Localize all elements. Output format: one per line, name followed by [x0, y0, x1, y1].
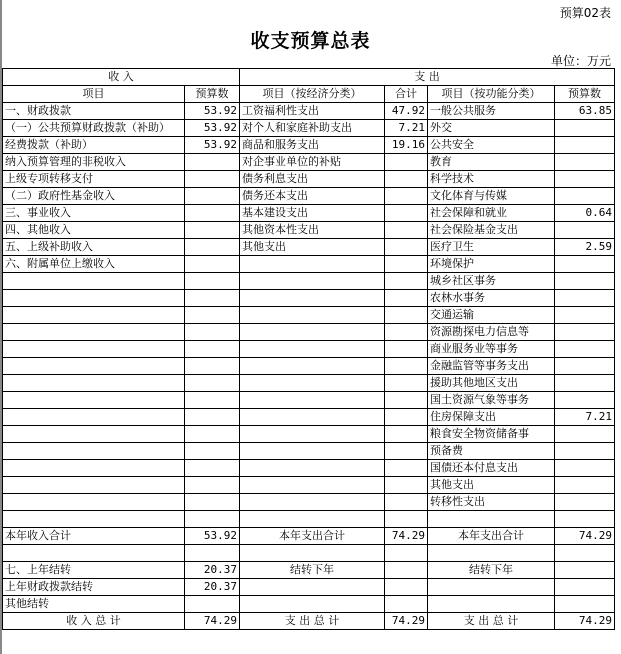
econ-item-cell — [240, 256, 385, 273]
empty-cell — [428, 545, 555, 562]
func-amount-cell — [555, 341, 615, 358]
income-item-cell: 六、附属单位上缴收入 — [3, 256, 185, 273]
income-amount-cell: 53.92 — [185, 103, 240, 120]
func-amount-cell — [555, 120, 615, 137]
income-amount-cell — [185, 392, 240, 409]
func-item-cell: 一般公共服务 — [428, 103, 555, 120]
func-carry-next-amount — [555, 562, 615, 579]
func-total-amount: 74.29 — [555, 528, 615, 545]
econ-amount-cell — [385, 460, 428, 477]
func-amount-cell: 0.64 — [555, 205, 615, 222]
func-amount-cell — [555, 358, 615, 375]
func-item-cell: 文化体育与传媒 — [428, 188, 555, 205]
func-item-cell: 资源勘探电力信息等 — [428, 324, 555, 341]
income-amount-cell — [185, 375, 240, 392]
func-amount-cell — [555, 460, 615, 477]
econ-item-cell — [240, 358, 385, 375]
empty-cell — [555, 596, 615, 613]
func-grand-total-label: 支 出 总 计 — [428, 613, 555, 630]
other-carry-amount — [185, 596, 240, 613]
econ-amount-cell — [385, 443, 428, 460]
table-row — [3, 256, 615, 273]
empty-cell — [185, 511, 240, 528]
income-item-cell — [3, 358, 185, 375]
econ-item-cell: 其他支出 — [240, 239, 385, 256]
econ-item-cell: 基本建设支出 — [240, 205, 385, 222]
income-item-cell: 五、上级补助收入 — [3, 239, 185, 256]
income-amount-cell — [185, 307, 240, 324]
empty-cell — [385, 511, 428, 528]
func-item-cell: 援助其他地区支出 — [428, 375, 555, 392]
table-row — [3, 154, 615, 171]
econ-item-cell — [240, 290, 385, 307]
func-amount-cell — [555, 375, 615, 392]
func-amount-cell: 7.21 — [555, 409, 615, 426]
income-header: 收 入 — [3, 69, 240, 86]
func-item-cell: 预备费 — [428, 443, 555, 460]
func-item-cell: 粮食安全物资储备事 — [428, 426, 555, 443]
summary-row — [3, 562, 615, 579]
income-item-cell: 四、其他收入 — [3, 222, 185, 239]
fiscal-carry-label: 上年财政拨款结转 — [3, 579, 185, 596]
table-row — [3, 273, 615, 290]
income-amount-cell: 53.92 — [185, 137, 240, 154]
func-amount-cell — [555, 290, 615, 307]
income-amount-cell — [185, 239, 240, 256]
econ-item-cell — [240, 426, 385, 443]
col-income-item: 项目 — [3, 86, 185, 103]
func-item-cell: 公共安全 — [428, 137, 555, 154]
income-amount-cell — [185, 409, 240, 426]
budget-table — [2, 68, 615, 630]
econ-item-cell: 债务利息支出 — [240, 171, 385, 188]
econ-amount-cell: 47.92 — [385, 103, 428, 120]
func-item-cell: 国债还本付息支出 — [428, 460, 555, 477]
econ-amount-cell — [385, 273, 428, 290]
income-item-cell: 一、财政拨款 — [3, 103, 185, 120]
func-item-cell: 金融监管等事务支出 — [428, 358, 555, 375]
econ-amount-cell — [385, 239, 428, 256]
income-item-cell — [3, 375, 185, 392]
econ-amount-cell — [385, 375, 428, 392]
econ-item-cell: 商品和服务支出 — [240, 137, 385, 154]
empty-cell — [385, 545, 428, 562]
func-grand-total-amount: 74.29 — [555, 613, 615, 630]
func-carry-next-label: 结转下年 — [428, 562, 555, 579]
empty-cell — [240, 511, 385, 528]
econ-amount-cell — [385, 290, 428, 307]
empty-cell — [240, 579, 385, 596]
income-item-cell — [3, 426, 185, 443]
func-amount-cell — [555, 392, 615, 409]
income-item-cell — [3, 324, 185, 341]
table-row — [3, 341, 615, 358]
econ-item-cell — [240, 409, 385, 426]
summary-row — [3, 528, 615, 545]
econ-item-cell — [240, 477, 385, 494]
econ-amount-cell — [385, 477, 428, 494]
spacer-row — [3, 511, 615, 528]
income-amount-cell — [185, 256, 240, 273]
econ-amount-cell — [385, 426, 428, 443]
func-item-cell: 住房保障支出 — [428, 409, 555, 426]
table-row — [3, 205, 615, 222]
income-item-cell — [3, 273, 185, 290]
econ-amount-cell — [385, 392, 428, 409]
income-amount-cell — [185, 205, 240, 222]
econ-item-cell: 对个人和家庭补助支出 — [240, 120, 385, 137]
table-row — [3, 494, 615, 511]
summary-row — [3, 596, 615, 613]
table-row — [3, 239, 615, 256]
col-econ-item: 项目（按经济分类） — [240, 86, 385, 103]
func-item-cell: 社会保障和就业 — [428, 205, 555, 222]
econ-amount-cell — [385, 154, 428, 171]
table-row — [3, 426, 615, 443]
empty-cell — [240, 545, 385, 562]
empty-cell — [428, 579, 555, 596]
econ-item-cell — [240, 375, 385, 392]
econ-amount-cell: 19.16 — [385, 137, 428, 154]
econ-item-cell: 债务还本支出 — [240, 188, 385, 205]
table-row — [3, 477, 615, 494]
econ-amount-cell — [385, 188, 428, 205]
func-amount-cell — [555, 426, 615, 443]
econ-item-cell — [240, 273, 385, 290]
empty-cell — [555, 511, 615, 528]
income-item-cell: 三、事业收入 — [3, 205, 185, 222]
empty-cell — [240, 596, 385, 613]
income-item-cell: （一）公共预算财政拨款（补助） — [3, 120, 185, 137]
expense-header: 支 出 — [240, 69, 615, 86]
func-amount-cell — [555, 443, 615, 460]
func-amount-cell — [555, 494, 615, 511]
func-amount-cell — [555, 477, 615, 494]
summary-row — [3, 613, 615, 630]
page-title: 收支预算总表 — [250, 30, 371, 52]
econ-item-cell — [240, 460, 385, 477]
econ-item-cell — [240, 324, 385, 341]
income-item-cell — [3, 494, 185, 511]
empty-cell — [3, 545, 185, 562]
empty-cell — [555, 579, 615, 596]
col-econ-total: 合计 — [385, 86, 428, 103]
empty-cell — [185, 545, 240, 562]
income-amount-cell — [185, 290, 240, 307]
func-amount-cell — [555, 154, 615, 171]
func-item-cell: 科学技术 — [428, 171, 555, 188]
econ-amount-cell — [385, 222, 428, 239]
table-row — [3, 103, 615, 120]
func-amount-cell — [555, 256, 615, 273]
func-amount-cell — [555, 188, 615, 205]
header-row-group — [3, 69, 615, 86]
income-item-cell: 经费拨款（补助） — [3, 137, 185, 154]
func-item-cell: 教育 — [428, 154, 555, 171]
econ-item-cell — [240, 494, 385, 511]
income-total-label: 本年收入合计 — [3, 528, 185, 545]
table-row — [3, 120, 615, 137]
income-amount-cell — [185, 426, 240, 443]
income-amount-cell — [185, 358, 240, 375]
table-row — [3, 137, 615, 154]
econ-amount-cell — [385, 341, 428, 358]
income-amount-cell — [185, 273, 240, 290]
table-row — [3, 375, 615, 392]
func-amount-cell: 2.59 — [555, 239, 615, 256]
income-amount-cell — [185, 222, 240, 239]
econ-item-cell: 工资福利性支出 — [240, 103, 385, 120]
empty-cell — [428, 511, 555, 528]
econ-amount-cell — [385, 358, 428, 375]
func-item-cell: 医疗卫生 — [428, 239, 555, 256]
func-item-cell: 转移性支出 — [428, 494, 555, 511]
func-item-cell: 其他支出 — [428, 477, 555, 494]
func-amount-cell — [555, 137, 615, 154]
table-row — [3, 460, 615, 477]
table-row — [3, 358, 615, 375]
fiscal-carry-amount: 20.37 — [185, 579, 240, 596]
income-amount-cell — [185, 341, 240, 358]
income-item-cell: 纳入预算管理的非税收入 — [3, 154, 185, 171]
econ-item-cell — [240, 341, 385, 358]
func-amount-cell — [555, 273, 615, 290]
func-item-cell: 交通运输 — [428, 307, 555, 324]
income-amount-cell — [185, 171, 240, 188]
econ-carry-next-label: 结转下年 — [240, 562, 385, 579]
empty-cell — [428, 596, 555, 613]
income-item-cell — [3, 477, 185, 494]
income-item-cell — [3, 460, 185, 477]
table-row — [3, 290, 615, 307]
econ-total-label: 本年支出合计 — [240, 528, 385, 545]
func-amount-cell — [555, 307, 615, 324]
econ-amount-cell — [385, 256, 428, 273]
income-item-cell — [3, 341, 185, 358]
econ-amount-cell — [385, 324, 428, 341]
income-grand-total-amount: 74.29 — [185, 613, 240, 630]
income-amount-cell — [185, 460, 240, 477]
income-amount-cell — [185, 324, 240, 341]
income-amount-cell — [185, 494, 240, 511]
econ-amount-cell — [385, 409, 428, 426]
income-total-amount: 53.92 — [185, 528, 240, 545]
table-row — [3, 392, 615, 409]
func-amount-cell — [555, 171, 615, 188]
income-amount-cell — [185, 477, 240, 494]
col-func-budget: 预算数 — [555, 86, 615, 103]
last-year-carry-amount: 20.37 — [185, 562, 240, 579]
func-item-cell: 城乡社区事务 — [428, 273, 555, 290]
income-grand-total-label: 收 入 总 计 — [3, 613, 185, 630]
econ-item-cell: 对企事业单位的补贴 — [240, 154, 385, 171]
unit-label: 单位：万元 — [550, 54, 611, 68]
func-total-label: 本年支出合计 — [428, 528, 555, 545]
income-amount-cell — [185, 154, 240, 171]
form-code: 预算02表 — [559, 6, 611, 20]
econ-grand-total-amount: 74.29 — [385, 613, 428, 630]
income-amount-cell — [185, 188, 240, 205]
func-item-cell: 国土资源气象等事务 — [428, 392, 555, 409]
table-row — [3, 409, 615, 426]
table-row — [3, 171, 615, 188]
econ-item-cell — [240, 443, 385, 460]
other-carry-label: 其他结转 — [3, 596, 185, 613]
income-item-cell — [3, 409, 185, 426]
econ-amount-cell — [385, 205, 428, 222]
empty-cell — [3, 511, 185, 528]
header-row-columns — [3, 86, 615, 103]
func-item-cell: 商业服务业等事务 — [428, 341, 555, 358]
econ-grand-total-label: 支 出 总 计 — [240, 613, 385, 630]
income-item-cell: （二）政府性基金收入 — [3, 188, 185, 205]
income-item-cell — [3, 392, 185, 409]
summary-row — [3, 579, 615, 596]
econ-carry-next-amount — [385, 562, 428, 579]
func-item-cell: 社会保险基金支出 — [428, 222, 555, 239]
econ-total-amount: 74.29 — [385, 528, 428, 545]
func-item-cell: 外交 — [428, 120, 555, 137]
table-row — [3, 443, 615, 460]
last-year-carry-label: 七、上年结转 — [3, 562, 185, 579]
econ-item-cell — [240, 392, 385, 409]
income-item-cell: 上级专项转移支付 — [3, 171, 185, 188]
econ-amount-cell: 7.21 — [385, 120, 428, 137]
table-row — [3, 188, 615, 205]
func-amount-cell — [555, 222, 615, 239]
income-item-cell — [3, 443, 185, 460]
empty-cell — [385, 579, 428, 596]
spacer-row — [3, 545, 615, 562]
income-item-cell — [3, 290, 185, 307]
income-item-cell — [3, 307, 185, 324]
table-row — [3, 222, 615, 239]
empty-cell — [555, 545, 615, 562]
income-amount-cell: 53.92 — [185, 120, 240, 137]
table-row — [3, 324, 615, 341]
econ-item-cell — [240, 307, 385, 324]
col-func-item: 项目（按功能分类） — [428, 86, 555, 103]
econ-amount-cell — [385, 171, 428, 188]
empty-cell — [385, 596, 428, 613]
func-amount-cell: 63.85 — [555, 103, 615, 120]
func-item-cell: 环境保护 — [428, 256, 555, 273]
income-amount-cell — [185, 443, 240, 460]
func-amount-cell — [555, 324, 615, 341]
econ-amount-cell — [385, 307, 428, 324]
table-row — [3, 307, 615, 324]
func-item-cell: 农林水事务 — [428, 290, 555, 307]
econ-amount-cell — [385, 494, 428, 511]
col-income-budget: 预算数 — [185, 86, 240, 103]
econ-item-cell: 其他资本性支出 — [240, 222, 385, 239]
